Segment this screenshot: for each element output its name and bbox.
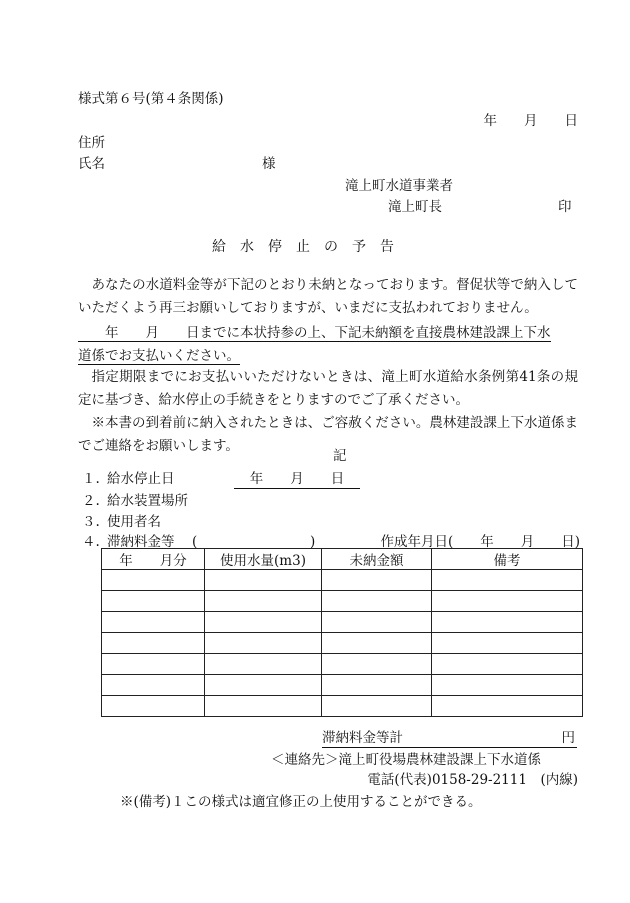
table-cell (205, 696, 322, 717)
created-date: 作成年月日( 年 月 日) (380, 534, 580, 550)
table-cell (205, 612, 322, 633)
table-cell (432, 591, 583, 612)
table-row (102, 654, 583, 675)
seal-mark: 印 (558, 199, 572, 215)
issuer-org: 滝上町水道事業者 (345, 178, 453, 194)
table-cell (205, 591, 322, 612)
item-1-number: １. (82, 471, 100, 487)
table-cell (322, 675, 432, 696)
item-3-label: 使用者名 (107, 514, 161, 530)
deadline-line-1 (78, 324, 578, 342)
table-cell (102, 633, 205, 654)
table-row (102, 612, 583, 633)
table-cell (322, 696, 432, 717)
header-month: 年 月分 (102, 549, 205, 570)
table-cell (322, 612, 432, 633)
total-unit: 円 (561, 730, 575, 746)
table-cell (432, 696, 583, 717)
table-cell (102, 570, 205, 591)
ki-heading: 記 (333, 448, 347, 464)
table-cell (205, 570, 322, 591)
deadline-line-1-text: 年 月 日までに本状持参の上、下記未納額を直接農林建設課上下水 (78, 325, 551, 341)
table-row (102, 696, 583, 717)
total-label: 滞納料金等計 (322, 730, 403, 746)
table-cell (322, 633, 432, 654)
table-cell (322, 591, 432, 612)
header-usage: 使用水量(m3) (205, 549, 322, 570)
apology-paragraph: ※本書の到着前に納入されたときは、ご容赦ください。農林建設課上下水道係までご連絡をお願いします。 (78, 415, 578, 454)
table-header-row (102, 549, 583, 570)
item-4-number: ４. (82, 534, 100, 550)
honorific: 様 (262, 156, 276, 172)
table-cell (102, 696, 205, 717)
table-cell (102, 612, 205, 633)
name-label: 氏名 (78, 156, 105, 172)
item-3-number: ３. (82, 514, 100, 530)
remarks-note: ※(備考)１この様式は適宜修正の上使用することができる。 (120, 794, 482, 810)
table-cell (102, 591, 205, 612)
table-cell (205, 675, 322, 696)
table-cell (322, 570, 432, 591)
arrears-table (101, 548, 583, 717)
table-cell (432, 675, 583, 696)
deadline-line-2-text: 道係でお支払いください。 (78, 348, 240, 364)
item-2-number: ２. (82, 493, 100, 509)
document-title: 給 水 停 止 の 予 告 (212, 239, 394, 255)
contact-info: ＜連絡先＞滝上町役場農林建設課上下水道係 (271, 752, 541, 768)
phone-number: 電話(代表)0158-29-2111 (内線) (367, 772, 578, 788)
table-row (102, 675, 583, 696)
amount-paren-open: ( (192, 534, 198, 550)
table-cell (322, 654, 432, 675)
stop-date: 年 月 日 (234, 470, 360, 489)
table-row (102, 570, 583, 591)
address-label: 住所 (78, 135, 105, 151)
notice-paragraph: あなたの水道料金等が下記のとおり未納となっております。督促状等で納入していただくよう再三お願いしておりますが、いまだに支払われておりません。 (78, 277, 578, 316)
amount-paren-close: ) (310, 534, 316, 550)
table-cell (102, 654, 205, 675)
table-cell (432, 570, 583, 591)
table-row (102, 591, 583, 612)
table-row (102, 633, 583, 654)
header-unpaid: 未納金額 (322, 549, 432, 570)
form-number: 様式第６号(第４条関係) (78, 91, 224, 107)
table-cell (432, 633, 583, 654)
issuer-title: 滝上町長 (388, 199, 442, 215)
total-row (322, 729, 577, 748)
table-cell (432, 612, 583, 633)
deadline-line-2 (78, 347, 240, 365)
table-cell (102, 675, 205, 696)
item-2-label: 給水装置場所 (107, 493, 188, 509)
issue-date: 年 月 日 (483, 113, 578, 129)
header-remarks: 備考 (432, 549, 583, 570)
table-cell (205, 654, 322, 675)
item-1-label: 給水停止日 (107, 471, 175, 487)
table-cell (432, 654, 583, 675)
table-cell (205, 633, 322, 654)
condition-paragraph: 指定期限までにお支払いいただけないときは、滝上町水道給水条例第41条の規定に基づき、給水停止の手続きをとりますのでご了承ください。 (78, 369, 578, 408)
item-4-label: 滞納料金等 (107, 534, 175, 550)
